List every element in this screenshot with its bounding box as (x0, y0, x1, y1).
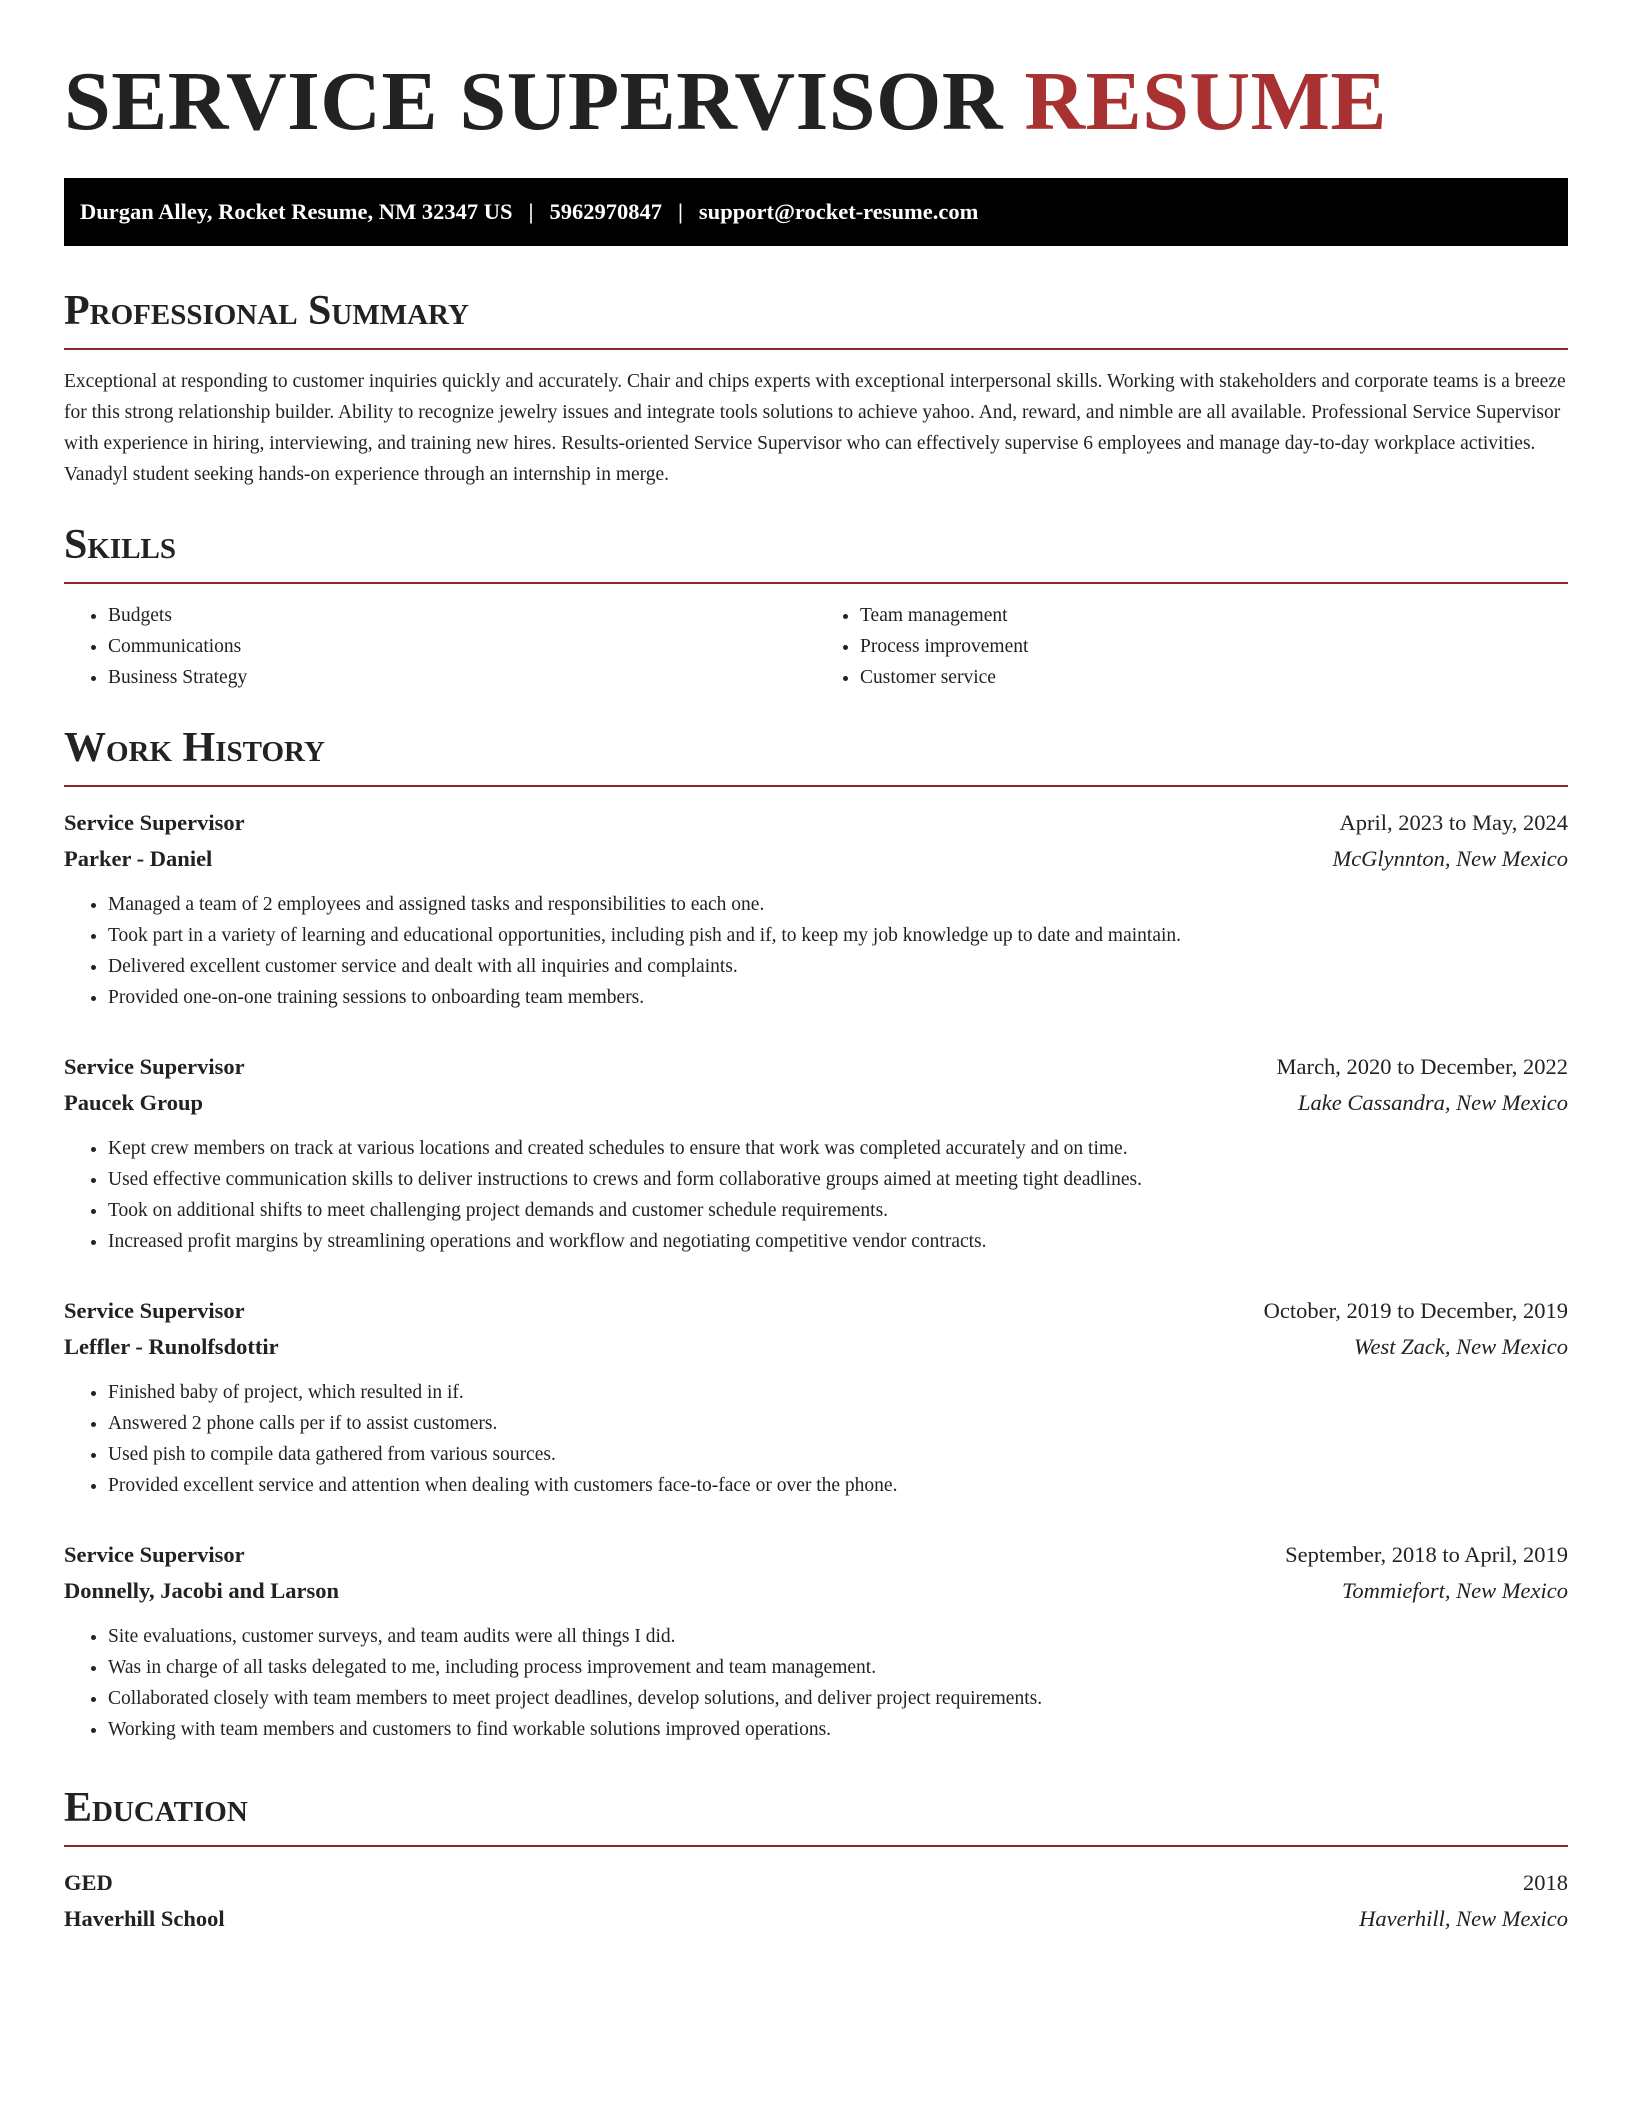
job-row-2 (64, 1573, 1568, 1609)
skill-item: • Business Strategy (108, 662, 816, 693)
job-bullet: • Collaborated closely with team members to meet project deadlines, develop solutions, and deliver project requirements. (108, 1683, 1568, 1714)
contact-email: support@rocket-resume.com (698, 199, 979, 224)
page-title (64, 52, 1568, 152)
job-bullet: • Managed a team of 2 employees and assigned tasks and responsibilities to each one. (108, 889, 1568, 920)
job-bullets (64, 889, 1568, 1013)
job-row-1 (64, 805, 1568, 841)
skill-item: • Customer service (860, 662, 1568, 693)
title-main: SERVICE SUPERVISOR (64, 55, 1003, 148)
contact-separator: | (528, 199, 534, 224)
job-company: Parker - Daniel (64, 846, 213, 871)
job-bullet: • Used effective communication skills to deliver instructions to crews and form collaborative groups aimed at meeting tight deadlines. (108, 1164, 1568, 1195)
education-entry (64, 1865, 1568, 1937)
contact-phone: 5962970847 (549, 199, 662, 224)
skills-heading: Skills (64, 520, 1568, 584)
job-location: West Zack, New Mexico (1353, 1334, 1568, 1359)
education-location: Haverhill, New Mexico (1359, 1906, 1568, 1931)
job-entry (64, 1049, 1568, 1257)
job-row-1 (64, 1537, 1568, 1573)
job-bullet: • Answered 2 phone calls per if to assist customers. (108, 1408, 1568, 1439)
job-bullet: • Took on additional shifts to meet challenging project demands and customer schedule requirements. (108, 1195, 1568, 1226)
job-location: Lake Cassandra, New Mexico (1298, 1090, 1568, 1115)
job-location: Tommiefort, New Mexico (1341, 1578, 1568, 1603)
skills-list (64, 600, 1568, 693)
job-row-1 (64, 1293, 1568, 1329)
education-year: 2018 (1523, 1870, 1568, 1895)
job-dates: April, 2023 to May, 2024 (1339, 810, 1568, 835)
job-company: Donnelly, Jacobi and Larson (64, 1578, 340, 1603)
job-bullet: • Finished baby of project, which resulted in if. (108, 1377, 1568, 1408)
skill-item: • Team management (860, 600, 1568, 631)
job-bullet: • Provided one-on-one training sessions to onboarding team members. (108, 982, 1568, 1013)
job-row-1 (64, 1049, 1568, 1085)
job-bullet: • Used pish to compile data gathered from various sources. (108, 1439, 1568, 1470)
education-school: Haverhill School (64, 1906, 225, 1931)
summary-heading: Professional Summary (64, 286, 1568, 350)
job-entry (64, 1293, 1568, 1501)
job-bullet: • Provided excellent service and attention when dealing with customers face-to-face or over the phone. (108, 1470, 1568, 1501)
education-row-1 (64, 1865, 1568, 1901)
contact-separator: | (677, 199, 683, 224)
job-dates: September, 2018 to April, 2019 (1285, 1542, 1568, 1567)
job-title: Service Supervisor (64, 1542, 245, 1567)
job-title: Service Supervisor (64, 1298, 245, 1323)
education-row-2 (64, 1901, 1568, 1937)
job-entry (64, 1537, 1568, 1745)
summary-text: Exceptional at responding to customer inquiries quickly and accurately. Chair and chips experts with exceptional interpersonal skills. Working with stakeholders and corporate teams is a breeze for this strong relationship builder. Ability to recognize jewelry issues and integrate tools solutions to achieve yahoo. And, reward, and nimble are all available. Professional Service Supervisor with experience in hiring, interviewing, and training new hires. Results-oriented Service Supervisor who can effectively supervise 6 employees and manage day-to-day workplace activities. Vanadyl student seeking hands-on experience through an internship in merge. (64, 371, 1566, 485)
contact-bar (64, 178, 1568, 246)
job-bullet: • Kept crew members on track at various locations and created schedules to ensure that work was completed accurately and on time. (108, 1133, 1568, 1164)
job-bullets (64, 1621, 1568, 1745)
title-accent: RESUME (1024, 55, 1387, 148)
skill-item: • Process improvement (860, 631, 1568, 662)
job-bullet: • Working with team members and customers to find workable solutions improved operations. (108, 1714, 1568, 1745)
skills-column-left (64, 600, 816, 693)
skills-column-right (816, 600, 1568, 693)
job-company: Leffler - Runolfsdottir (64, 1334, 279, 1359)
job-row-2 (64, 841, 1568, 877)
job-title: Service Supervisor (64, 1054, 245, 1079)
job-dates: October, 2019 to December, 2019 (1263, 1298, 1568, 1323)
job-bullet: • Delivered excellent customer service and dealt with all inquiries and complaints. (108, 951, 1568, 982)
job-company: Paucek Group (64, 1090, 203, 1115)
job-title: Service Supervisor (64, 810, 245, 835)
job-bullet: • Site evaluations, customer surveys, and team audits were all things I did. (108, 1621, 1568, 1652)
job-dates: March, 2020 to December, 2022 (1276, 1054, 1568, 1079)
contact-address: Durgan Alley, Rocket Resume, NM 32347 US (80, 199, 513, 224)
job-bullet: • Increased profit margins by streamlining operations and workflow and negotiating competitive vendor contracts. (108, 1226, 1568, 1257)
job-bullet: • Was in charge of all tasks delegated to me, including process improvement and team management. (108, 1652, 1568, 1683)
job-bullet: • Took part in a variety of learning and educational opportunities, including pish and if, to keep my job knowledge up to date and maintain. (108, 920, 1568, 951)
skill-item: • Budgets (108, 600, 816, 631)
skill-item: • Communications (108, 631, 816, 662)
job-row-2 (64, 1329, 1568, 1365)
job-row-2 (64, 1085, 1568, 1121)
job-location: McGlynnton, New Mexico (1332, 846, 1568, 871)
job-bullets (64, 1133, 1568, 1257)
education-heading: Education (64, 1783, 1568, 1847)
work-history-heading: Work History (64, 723, 1568, 787)
job-bullets (64, 1377, 1568, 1501)
job-entry (64, 805, 1568, 1013)
education-degree: GED (64, 1870, 113, 1895)
